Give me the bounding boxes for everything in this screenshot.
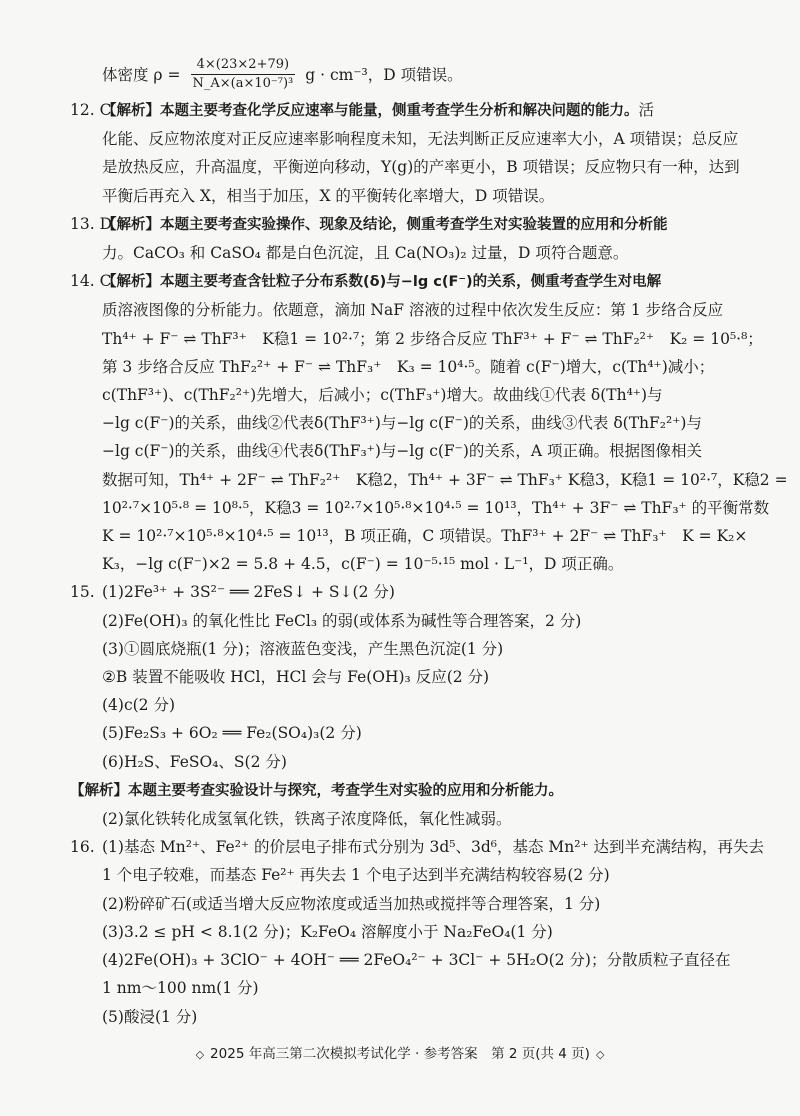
density-suffix: g · cm⁻³，D 项错误。: [305, 66, 463, 84]
density-formula: [70, 52, 730, 96]
q14-line-5: −lg c(F⁻)的关系，曲线②代表δ(ThF³⁺)与−lg c(F⁻)的关系，曲线③代表 δ(ThF₂²⁺)与: [102, 414, 702, 433]
q14-line-2: Th⁴⁺ + F⁻ ⇌ ThF³⁺ K稳1 = 10²·⁷；第 2 步络合反应 ThF³⁺ + F⁻ ⇌ ThF₂²⁺ K₂ = 10⁵·⁸；: [102, 329, 763, 348]
page-footer: [0, 1042, 800, 1062]
q15-analysis-label: 【解析】本题主要考查实验设计与探究，考查学生对实验的应用和分析能力。: [70, 782, 563, 799]
q14-line-9: K = 10²·⁷×10⁵·⁸×10⁴·⁵ = 10¹³，B 项正确，C 项错误。ThF³⁺ + 2F⁻ ⇌ ThF₃⁺ K = K₂×: [102, 527, 748, 546]
q15-answer-1: 15. (1)2Fe³⁺ + 3S²⁻ ══ 2FeS↓ + S↓(2 分): [70, 578, 730, 606]
q14-line-3: 第 3 步络合反应 ThF₂²⁺ + F⁻ ⇌ ThF₃⁺ K₃ = 10⁴·⁵。随着 c(F⁻)增大，c(Th⁴⁺)减小；: [102, 357, 715, 376]
q15-answer-3: (3)①圆底烧瓶(1 分)；溶液蓝色变浅，产生黑色沉淀(1 分): [102, 639, 504, 658]
density-fraction: [186, 57, 299, 92]
density-numerator: 4×(23×2+79): [191, 57, 295, 75]
q14-line-4: c(ThF³⁺)、c(ThF₂²⁺)先增大，后减小；c(ThF₃⁺)增大。故曲线①代表 δ(Th⁴⁺)与: [102, 386, 663, 405]
q15-answer-5: (5)Fe₂S₃ + 6O₂ ══ Fe₂(SO₄)₃(2 分): [102, 724, 362, 743]
diamond-icon: ◇: [195, 1048, 205, 1061]
density-prefix: 体密度 ρ =: [102, 66, 181, 84]
q12-tail: 活: [638, 101, 655, 119]
q15-answer-4: (4)c(2 分): [102, 696, 176, 715]
q12-first-line: [70, 96, 730, 125]
q15-answer-3b: ②B 装置不能吸收 HCl，HCl 会与 Fe(OH)₃ 反应(2 分): [102, 668, 490, 687]
q12-label: 【解析】本题主要考查化学反应速率与能量，侧重考查学生分析和解决问题的能力。: [102, 103, 639, 119]
q14-line-1: 质溶液图像的分析能力。依题意，滴加 NaF 溶液的过程中依次发生反应：第 1 步络合反应: [102, 301, 724, 320]
q16-number: 16.: [70, 838, 95, 857]
q12-line-3: 平衡后再充入 X，相当于加压，X 的平衡转化率增大，D 项错误。: [102, 186, 555, 205]
q14-line-6: −lg c(F⁻)的关系，曲线④代表δ(ThF₃⁺)与−lg c(F⁻)的关系，A 项正确。根据图像相关: [102, 442, 703, 461]
q14-line-7: 数据可知，Th⁴⁺ + 2F⁻ ⇌ ThF₂²⁺ K稳2，Th⁴⁺ + 3F⁻ ⇌ ThF₃⁺ K稳3，K稳1 = 10²·⁷，K稳2 =: [102, 470, 788, 489]
q13-number: 13. D: [70, 214, 113, 233]
diamond-icon: ◇: [595, 1048, 605, 1061]
q16-line-6: 1 nm～100 nm(1 分): [102, 979, 259, 998]
q14-number: 14. C: [70, 272, 112, 291]
q16-line-1: 16. (1)基态 Mn²⁺、Fe²⁺ 的价层电子排布式分别为 3d⁵、3d⁶，基态 Mn²⁺ 达到半充满结构，再失去: [70, 833, 730, 861]
density-denominator: N_A×(a×10⁻⁷)³: [192, 75, 294, 91]
q12-number: 12. C: [70, 101, 112, 119]
q15-number: 15.: [70, 583, 95, 602]
q12-line-2: 是放热反应，升高温度，平衡逆向移动，Y(g)的产率更小，B 项错误；反应物只有一种，达到: [102, 158, 740, 177]
q14-label: 【解析】本题主要考查含钍粒子分布系数(δ)与−lg c(F⁻)的关系，侧重考查学生对电解: [102, 274, 662, 291]
q16-line-4: (3)3.2 ≤ pH < 8.1(2 分)；K₂FeO₄ 溶解度小于 Na₂FeO₄(1 分): [102, 922, 553, 941]
q12-line-1: 化能、反应物浓度对正反应速率影响程度未知，无法判断正反应速率大小，A 项错误；总反应: [102, 130, 739, 149]
q15-answer-6: (6)H₂S、FeSO₄、S(2 分): [102, 752, 287, 771]
q15-analysis-note: (2)氯化铁转化成氢氧化铁，铁离子浓度降低，氧化性减弱。: [102, 810, 512, 829]
q16-line-3: (2)粉碎矿石(或适当增大反应物浓度或适当加热或搅拌等合理答案，1 分): [102, 894, 601, 913]
q14-line-10: K₃，−lg c(F⁻)×2 = 5.8 + 4.5，c(F⁻) = 10⁻⁵·¹⁵ mol · L⁻¹，D 项正确。: [102, 555, 624, 574]
q14-line-8: 10²·⁷×10⁵·⁸ = 10⁸·⁵，K稳3 = 10²·⁷×10⁵·⁸×10⁴·⁵ = 10¹³，Th⁴⁺ + 3F⁻ ⇌ ThF₃⁺ 的平衡常数: [102, 498, 770, 517]
q13-label: 【解析】本题主要考查实验操作、现象及结论，侧重考查学生对实验装置的应用和分析能: [102, 216, 668, 233]
q13-first-line: [70, 210, 730, 239]
footer-text: 2025 年高三第二次模拟考试化学 · 参考答案 第 2 页(共 4 页): [210, 1046, 590, 1062]
q16-line-7: (5)酸浸(1 分): [102, 1007, 198, 1026]
q16-line-2: 1 个电子较难，而基态 Fe²⁺ 再失去 1 个电子达到半充满结构较容易(2 分): [102, 866, 610, 885]
q14-first-line: [70, 267, 730, 296]
q13-line-1: 力。CaCO₃ 和 CaSO₄ 都是白色沉淀，且 Ca(NO₃)₂ 过量，D 项符合题意。: [102, 244, 629, 263]
q15-answer-2: (2)Fe(OH)₃ 的氧化性比 FeCl₃ 的弱(或体系为碱性等合理答案，2 分): [102, 611, 582, 630]
q16-line-5: (4)2Fe(OH)₃ + 3ClO⁻ + 4OH⁻ ══ 2FeO₄²⁻ + 3Cl⁻ + 5H₂O(2 分)；分散质粒子直径在: [102, 951, 731, 970]
